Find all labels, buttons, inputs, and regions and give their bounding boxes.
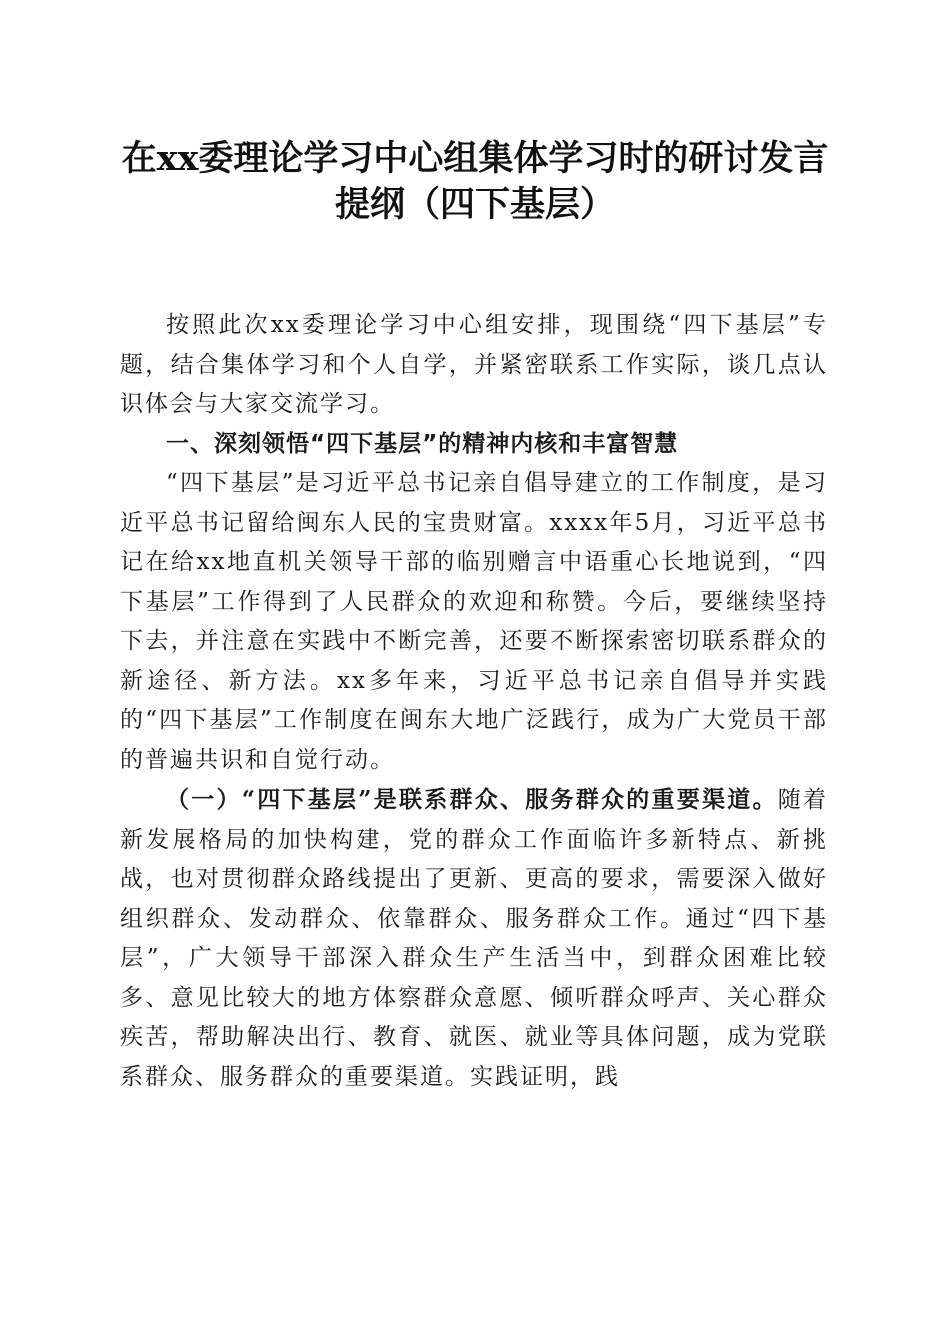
intro-paragraph: 按照此次xx委理论学习中心组安排，现围绕“四下基层”专题，结合集体学习和个人自学，并紧密联系工作实际，谈几点认识体会与大家交流学习。 bbox=[120, 312, 828, 417]
document-title: 在xx委理论学习中心组集体学习时的研讨发言提纲（四下基层） bbox=[121, 138, 829, 225]
subsection-paragraph bbox=[120, 780, 828, 1097]
subsection-body: 随着新发展格局的加快构建，党的群众工作面临许多新特点、新挑战，也对贯彻群众路线提出了更新、更高的要求，需要深入做好组织群众、发动群众、依靠群众、服务群众工作。通过“四下基层”，广大领导干部深入群众生产生活当中，到群众困难比较多、意见比较大的地方体察群众意愿、倾听群众呼声、关心群众疾苦，帮助解决出行、教育、就医、就业等具体问题，成为党联系群众、服务群众的重要渠道。实践证明，践 bbox=[120, 787, 829, 1090]
section-paragraph: “四下基层”是习近平总书记亲自倡导建立的工作制度，是习近平总书记留给闽东人民的宝贵财富。xxxx年5月，习近平总书记在给xx地直机关领导干部的临别赠言中语重心长地说到，“四下基层”工作得到了人民群众的欢迎和称赞。今后，要继续坚持下去，并注意在实践中不断完善，还要不断探索密切联系群众的新途径、新方法。xx多年来，习近平总书记亲自倡导并实践的“四下基层”工作制度在闽东大地广泛践行，成为广大党员干部的普遍共识和自觉行动。 bbox=[120, 470, 828, 773]
document-body bbox=[120, 306, 828, 1097]
subsection-heading: （一）“四下基层”是联系群众、服务群众的重要渠道。 bbox=[166, 786, 778, 813]
section-heading: 一、深刻领悟“四下基层”的精神内核和丰富智慧 bbox=[166, 430, 679, 457]
